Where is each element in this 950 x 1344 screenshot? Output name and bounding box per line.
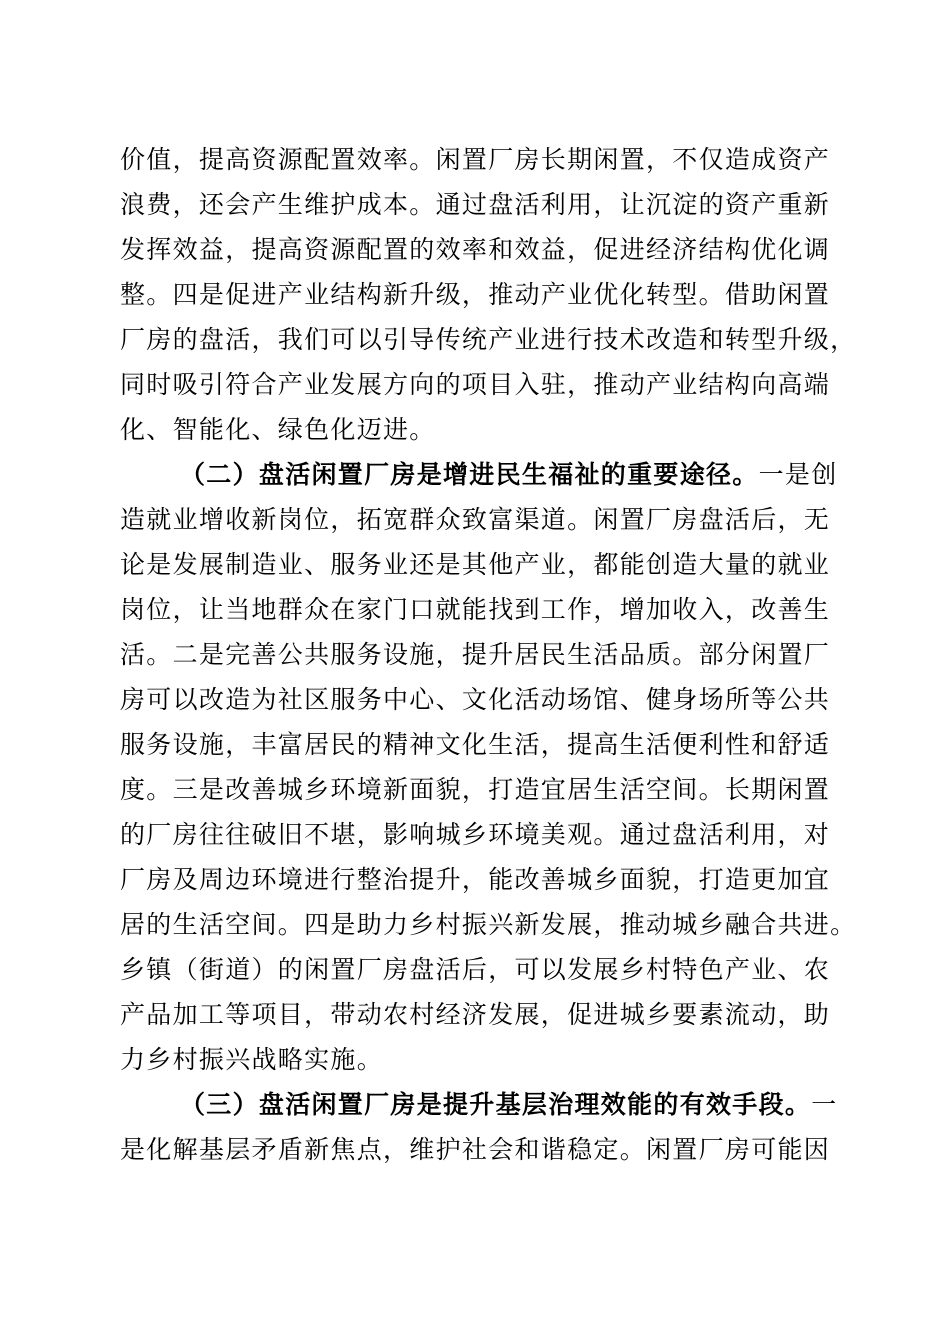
section-2-heading: （二）盘活闲置厂房是增进民生福祉的重要途径。 <box>180 460 759 489</box>
text-line: 房可以改造为社区服务中心、文化活动场馆、健身场所等公共 <box>120 685 831 714</box>
text-line: 浪费，还会产生维护成本。通过盘活利用，让沉淀的资产重新 <box>120 190 831 219</box>
text-line: 产品加工等项目，带动农村经济发展，促进城乡要素流动，助 <box>120 1000 831 1029</box>
section-3-heading: （三）盘活闲置厂房是提升基层治理效能的有效手段。 <box>180 1090 812 1119</box>
section-2-first-line-text: 一是创 <box>758 460 838 489</box>
text-line: 价值，提高资源配置效率。闲置厂房长期闲置，不仅造成资产 <box>120 145 831 174</box>
text-line: 力乡村振兴战略实施。 <box>120 1045 384 1074</box>
text-line: 整。四是促进产业结构新升级，推动产业优化转型。借助闲置 <box>120 280 831 309</box>
section-3-first-line <box>180 1085 840 1125</box>
text-line: 乡镇（街道）的闲置厂房盘活后，可以发展乡村特色产业、农 <box>120 955 831 984</box>
text-line: 居的生活空间。四是助力乡村振兴新发展，推动城乡融合共进。 <box>120 910 857 939</box>
text-line: 度。三是改善城乡环境新面貌，打造宜居生活空间。长期闲置 <box>120 775 831 804</box>
text-line: 厂房的盘活，我们可以引导传统产业进行技术改造和转型升级， <box>120 325 857 354</box>
text-line: 岗位，让当地群众在家门口就能找到工作，增加收入，改善生 <box>120 595 831 624</box>
text-line: 活。二是完善公共服务设施，提升居民生活品质。部分闲置厂 <box>120 640 831 669</box>
text-line: 是化解基层矛盾新焦点，维护社会和谐稳定。闲置厂房可能因 <box>120 1135 831 1164</box>
text-line: 论是发展制造业、服务业还是其他产业，都能创造大量的就业 <box>120 550 831 579</box>
text-line: 服务设施，丰富居民的精神文化生活，提高生活便利性和舒适 <box>120 730 831 759</box>
text-line: 发挥效益，提高资源配置的效率和效益，促进经济结构优化调 <box>120 235 831 264</box>
text-line: 的厂房往往破旧不堪，影响城乡环境美观。通过盘活利用，对 <box>120 820 831 849</box>
text-line: 造就业增收新岗位，拓宽群众致富渠道。闲置厂房盘活后，无 <box>120 505 831 534</box>
section-3-first-line-text: 一 <box>811 1090 838 1119</box>
text-line: 同时吸引符合产业发展方向的项目入驻，推动产业结构向高端 <box>120 370 831 399</box>
text-line: 化、智能化、绿色化迈进。 <box>120 415 436 444</box>
text-line: 厂房及周边环境进行整治提升，能改善城乡面貌，打造更加宜 <box>120 865 831 894</box>
section-2-first-line <box>180 455 840 495</box>
